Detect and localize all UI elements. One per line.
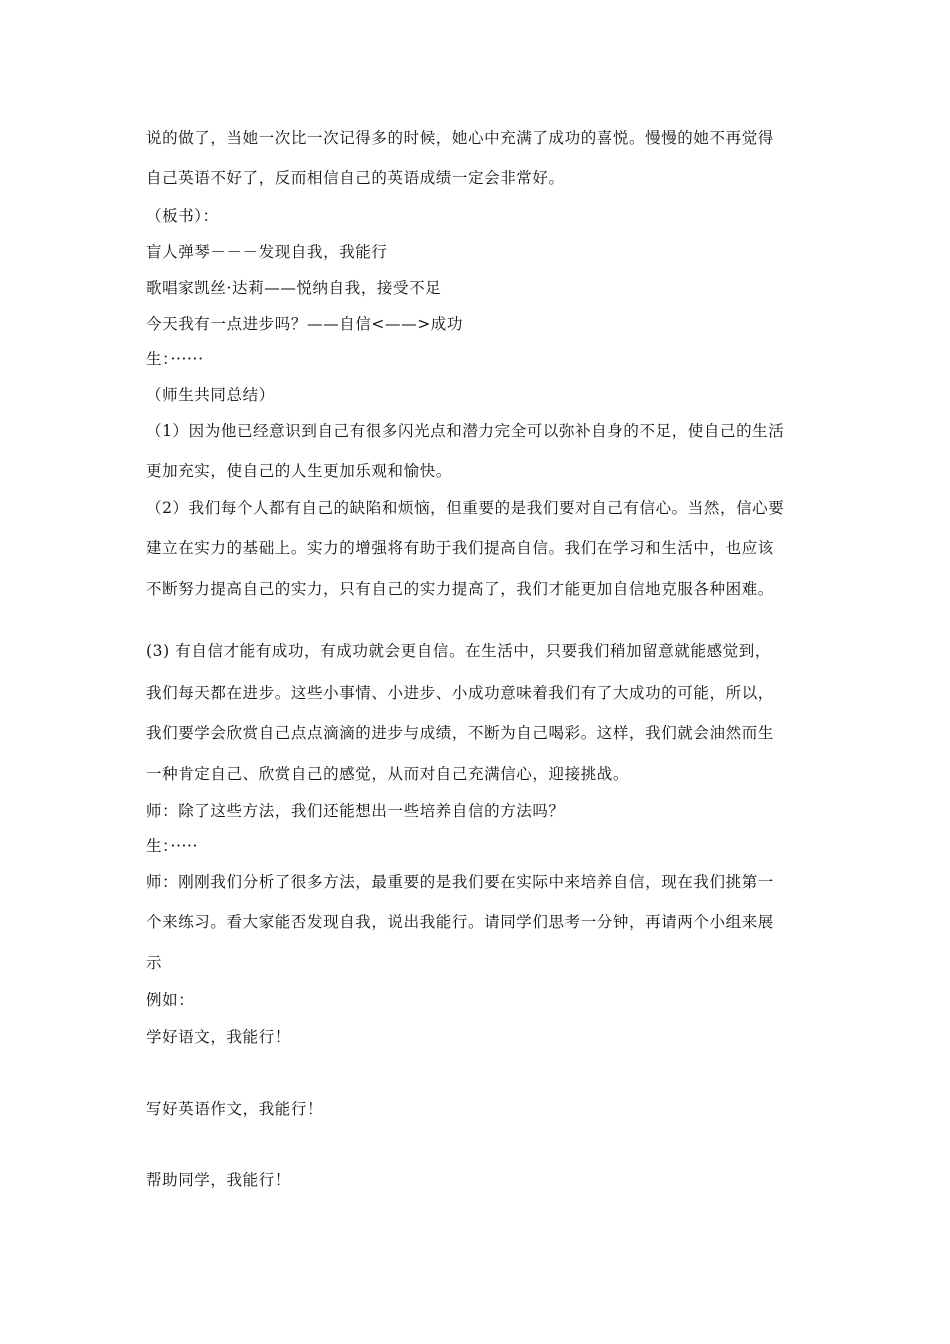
- summary-point-3-line-4: 一种肯定自己、欣赏自己的感觉，从而对自己充满信心，迎接挑战。: [146, 765, 630, 783]
- board-item-1: 盲人弹琴－－－发现自我，我能行: [146, 243, 388, 261]
- summary-point-1-line-2: 更加充实，使自己的人生更加乐观和愉快。: [146, 462, 452, 480]
- example-item-2: 写好英语作文，我能行！: [146, 1100, 324, 1118]
- teacher-instruction-line-3: 示: [146, 954, 163, 972]
- example-item-3: 帮助同学，我能行！: [146, 1171, 291, 1189]
- summary-point-3-line-3: 我们要学会欣赏自己点点滴滴的进步与成绩，不断为自己喝彩。这样，我们就会油然而生: [146, 724, 774, 742]
- paragraph-line-1: 说的做了，当她一次比一次记得多的时候，她心中充满了成功的喜悦。慢慢的她不再觉得: [146, 129, 774, 147]
- teacher-instruction-line-1: 师：刚刚我们分析了很多方法，最重要的是我们要在实际中来培养自信，现在我们挑第一: [146, 873, 774, 891]
- example-item-1: 学好语文，我能行！: [146, 1028, 291, 1046]
- summary-point-2-line-3: 不断努力提高自己的实力，只有自己的实力提高了，我们才能更加自信地克服各种困难。: [146, 580, 774, 598]
- summary-point-2-line-2: 建立在实力的基础上。实力的增强将有助于我们提高自信。我们在学习和生活中，也应该: [146, 539, 774, 557]
- summary-heading: （师生共同总结）: [146, 386, 275, 404]
- student-response-1: 生：······: [146, 350, 204, 368]
- board-item-3: 今天我有一点进步吗？——自信<——>成功: [146, 315, 463, 333]
- summary-point-3-line-1: (3) 有自信才能有成功，有成功就会更自信。在生活中，只要我们稍加留意就能感觉到，: [146, 642, 771, 660]
- summary-point-1-line-1: （1）因为他已经意识到自己有很多闪光点和潜力完全可以弥补自身的不足，使自己的生活: [146, 422, 785, 440]
- teacher-instruction-line-2: 个来练习。看大家能否发现自我，说出我能行。请同学们思考一分钟，再请两个小组来展: [146, 913, 774, 931]
- summary-point-2-line-1: （2）我们每个人都有自己的缺陷和烦恼，但重要的是我们要对自己有信心。当然，信心要: [146, 499, 785, 517]
- board-heading: （板书）：: [146, 207, 219, 225]
- board-item-2: 歌唱家凯丝·达莉——悦纳自我，接受不足: [146, 279, 442, 297]
- summary-point-3-line-2: 我们每天都在进步。这些小事情、小进步、小成功意味着我们有了大成功的可能，所以，: [146, 684, 774, 702]
- paragraph-line-2: 自己英语不好了，反而相信自己的英语成绩一定会非常好。: [146, 169, 565, 187]
- example-label: 例如：: [146, 991, 195, 1009]
- student-response-2: 生：·····: [146, 837, 199, 855]
- teacher-question: 师：除了这些方法，我们还能想出一些培养自信的方法吗？: [146, 802, 565, 820]
